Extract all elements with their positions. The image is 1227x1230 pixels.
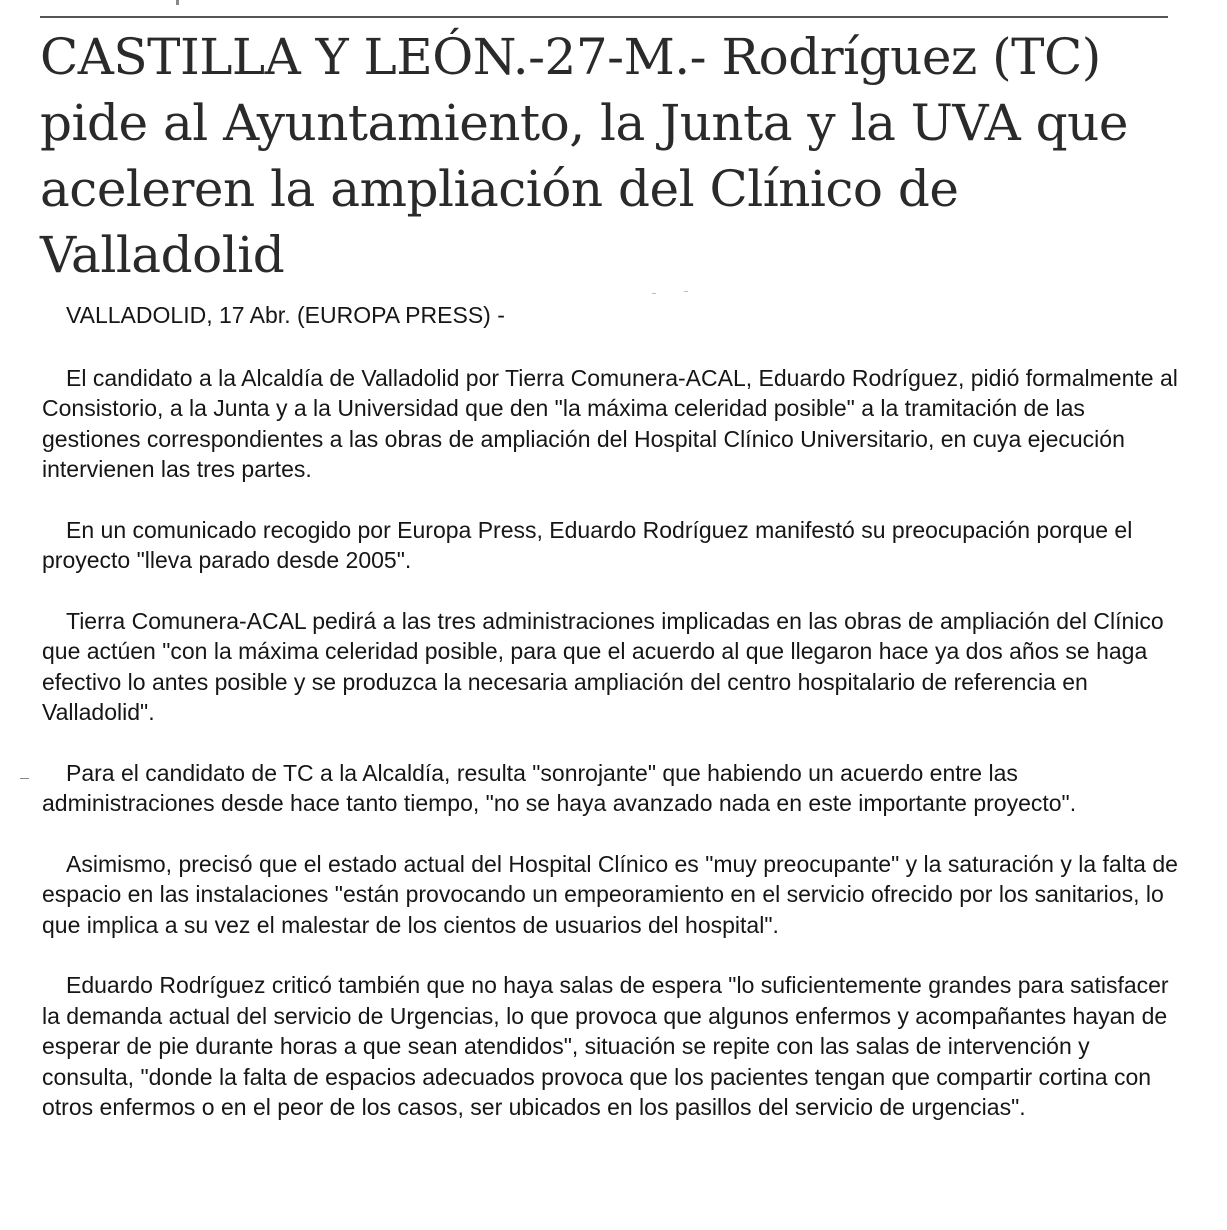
top-rule [40,16,1168,18]
article-body [42,300,1182,1153]
paragraph: Para el candidato de TC a la Alcaldía, resulta "sonrojante" que habiendo un acuerdo entre las administraciones desde hace tanto tiempo, "no se haya avanzado nada en este importante proyecto". [42,759,1077,816]
paragraph: Eduardo Rodríguez criticó también que no haya salas de espera "lo suficientemente grandes para satisfacer la demanda actual del servicio de Urgencias, lo que provoca que algunos enfermos y acompañantes hayan de esperar de pie durante horas a que sean atendidos", situación se repite con las salas de intervención y consulta, "donde la falta de espacios adecuados provoca que los pacientes tengan que compartir cortina con otros enfermos o en el peor de los casos, ser ubicados en los pasillos del servicio de urgencias". [42,972,1169,1120]
paragraph: En un comunicado recogido por Europa Press, Eduardo Rodríguez manifestó su preocupación porque el proyecto "lleva parado desde 2005". [42,516,1133,573]
scan-mark [176,0,179,5]
paragraph: Tierra Comunera-ACAL pedirá a las tres administraciones implicadas en las obras de ampliación del Clínico que actúen "con la máxima celeridad posible, para que el acuerdo al que llegaron hace ya dos años se haga efectivo lo antes posible y se produzca la necesaria ampliación del centro hospitalario de referencia en Valladolid". [42,607,1164,725]
scan-mark [20,778,29,779]
headline: CASTILLA Y LEÓN.-27-M.- Rodríguez (TC) pide al Ayuntamiento, la Junta y la UVA que aceleren la ampliación del Clínico de Valladolid [40,28,1128,284]
paragraph: El candidato a la Alcaldía de Valladolid por Tierra Comunera-ACAL, Eduardo Rodríguez, pidió formalmente al Consistorio, a la Junta y a la Universidad que den "la máxima celeridad posible" a la tramitación de las gestiones correspondientes a las obras de ampliación del Hospital Clínico Universitario, en cuya ejecución intervienen las tres partes. [42,364,1178,482]
scan-mark [684,291,688,292]
paragraph: Asimismo, precisó que el estado actual del Hospital Clínico es "muy preocupante" y la saturación y la falta de espacio en las instalaciones "están provocando un empeoramiento en el servicio ofrecido por los sanitarios, lo que implica a su vez el malestar de los cientos de usuarios del hospital". [42,850,1178,938]
dateline: VALLADOLID, 17 Abr. (EUROPA PRESS) - [66,302,505,328]
scan-mark [652,293,656,294]
